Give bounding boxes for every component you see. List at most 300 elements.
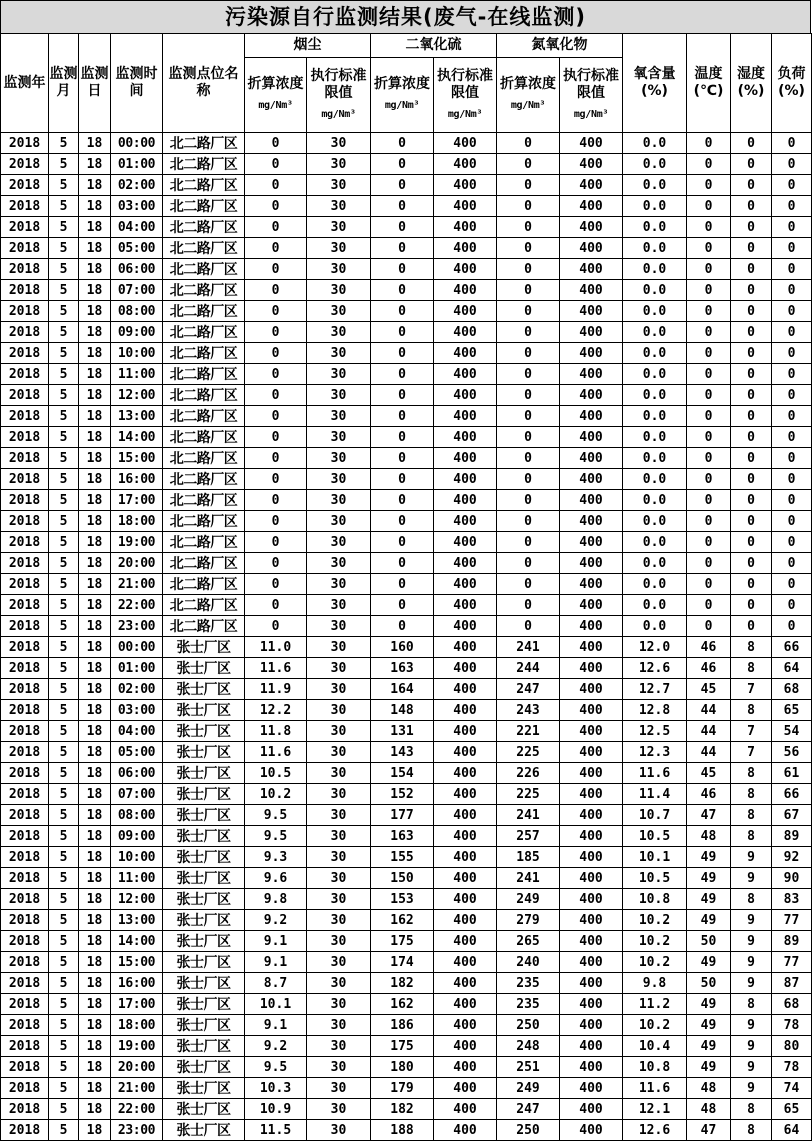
cell-year: 2018 <box>1 196 49 217</box>
header-day: 监测日 <box>79 34 111 133</box>
table-row <box>1 322 812 343</box>
cell-so2-conc: 0 <box>371 133 434 154</box>
cell-time: 05:00 <box>111 238 163 259</box>
cell-o2: 0.0 <box>623 154 687 175</box>
cell-month: 5 <box>49 1120 79 1141</box>
cell-dust-conc: 0 <box>245 490 307 511</box>
cell-temp: 44 <box>687 742 731 763</box>
cell-time: 05:00 <box>111 742 163 763</box>
cell-load: 64 <box>772 658 812 679</box>
cell-dust-conc: 0 <box>245 175 307 196</box>
cell-nox-conc: 241 <box>497 637 560 658</box>
header-temp: 温度(℃) <box>687 34 731 133</box>
cell-load: 61 <box>772 763 812 784</box>
cell-year: 2018 <box>1 763 49 784</box>
cell-so2-conc: 163 <box>371 658 434 679</box>
cell-year: 2018 <box>1 574 49 595</box>
cell-site: 北二路厂区 <box>163 259 245 280</box>
cell-month: 5 <box>49 952 79 973</box>
table-row <box>1 994 812 1015</box>
cell-dust-conc: 9.8 <box>245 889 307 910</box>
cell-year: 2018 <box>1 1036 49 1057</box>
cell-temp: 44 <box>687 721 731 742</box>
cell-humidity: 0 <box>731 196 772 217</box>
cell-dust-conc: 0 <box>245 154 307 175</box>
cell-day: 18 <box>79 637 111 658</box>
table-row <box>1 868 812 889</box>
cell-nox-conc: 265 <box>497 931 560 952</box>
cell-humidity: 0 <box>731 154 772 175</box>
cell-month: 5 <box>49 784 79 805</box>
cell-humidity: 9 <box>731 1057 772 1078</box>
table-row <box>1 721 812 742</box>
cell-nox-limit: 400 <box>560 700 623 721</box>
cell-time: 17:00 <box>111 490 163 511</box>
cell-month: 5 <box>49 385 79 406</box>
cell-nox-limit: 400 <box>560 742 623 763</box>
cell-so2-conc: 162 <box>371 994 434 1015</box>
cell-nox-conc: 0 <box>497 280 560 301</box>
cell-nox-conc: 257 <box>497 826 560 847</box>
cell-day: 18 <box>79 763 111 784</box>
cell-dust-limit: 30 <box>307 280 371 301</box>
cell-so2-limit: 400 <box>434 805 497 826</box>
cell-o2: 0.0 <box>623 259 687 280</box>
cell-load: 0 <box>772 238 812 259</box>
cell-nox-limit: 400 <box>560 553 623 574</box>
cell-nox-conc: 249 <box>497 889 560 910</box>
cell-nox-conc: 241 <box>497 868 560 889</box>
cell-time: 17:00 <box>111 994 163 1015</box>
cell-nox-limit: 400 <box>560 973 623 994</box>
cell-nox-limit: 400 <box>560 301 623 322</box>
cell-nox-limit: 400 <box>560 910 623 931</box>
cell-so2-conc: 0 <box>371 343 434 364</box>
cell-load: 66 <box>772 784 812 805</box>
cell-load: 0 <box>772 154 812 175</box>
cell-so2-conc: 148 <box>371 700 434 721</box>
cell-so2-limit: 400 <box>434 259 497 280</box>
cell-dust-conc: 9.1 <box>245 1015 307 1036</box>
cell-time: 16:00 <box>111 469 163 490</box>
cell-temp: 0 <box>687 343 731 364</box>
cell-so2-limit: 400 <box>434 1078 497 1099</box>
cell-nox-conc: 0 <box>497 511 560 532</box>
table-header <box>1 34 812 133</box>
cell-temp: 49 <box>687 1015 731 1036</box>
cell-o2: 11.6 <box>623 763 687 784</box>
cell-year: 2018 <box>1 952 49 973</box>
table-row <box>1 175 812 196</box>
cell-site: 北二路厂区 <box>163 175 245 196</box>
cell-day: 18 <box>79 805 111 826</box>
cell-time: 11:00 <box>111 364 163 385</box>
cell-humidity: 9 <box>731 847 772 868</box>
cell-day: 18 <box>79 490 111 511</box>
cell-dust-conc: 11.9 <box>245 679 307 700</box>
cell-load: 68 <box>772 679 812 700</box>
cell-dust-conc: 9.2 <box>245 1036 307 1057</box>
cell-dust-conc: 11.5 <box>245 1120 307 1141</box>
cell-site: 张士厂区 <box>163 994 245 1015</box>
cell-so2-conc: 0 <box>371 217 434 238</box>
cell-load: 0 <box>772 259 812 280</box>
cell-year: 2018 <box>1 427 49 448</box>
cell-so2-limit: 400 <box>434 658 497 679</box>
cell-humidity: 0 <box>731 301 772 322</box>
cell-so2-limit: 400 <box>434 196 497 217</box>
table-row <box>1 805 812 826</box>
cell-dust-conc: 0 <box>245 259 307 280</box>
cell-month: 5 <box>49 721 79 742</box>
cell-nox-limit: 400 <box>560 721 623 742</box>
cell-so2-conc: 0 <box>371 406 434 427</box>
cell-temp: 0 <box>687 532 731 553</box>
cell-dust-limit: 30 <box>307 1120 371 1141</box>
cell-time: 08:00 <box>111 805 163 826</box>
cell-nox-conc: 225 <box>497 784 560 805</box>
cell-humidity: 0 <box>731 616 772 637</box>
cell-year: 2018 <box>1 133 49 154</box>
table-row <box>1 490 812 511</box>
cell-temp: 49 <box>687 847 731 868</box>
cell-o2: 12.7 <box>623 679 687 700</box>
cell-nox-limit: 400 <box>560 1036 623 1057</box>
cell-site: 张士厂区 <box>163 1015 245 1036</box>
cell-dust-limit: 30 <box>307 364 371 385</box>
cell-so2-limit: 400 <box>434 952 497 973</box>
cell-o2: 0.0 <box>623 406 687 427</box>
cell-dust-conc: 0 <box>245 280 307 301</box>
cell-humidity: 9 <box>731 952 772 973</box>
cell-nox-limit: 400 <box>560 364 623 385</box>
cell-year: 2018 <box>1 343 49 364</box>
cell-dust-conc: 9.5 <box>245 805 307 826</box>
cell-o2: 0.0 <box>623 364 687 385</box>
cell-so2-conc: 0 <box>371 196 434 217</box>
cell-nox-limit: 400 <box>560 1120 623 1141</box>
cell-load: 0 <box>772 511 812 532</box>
table-row <box>1 952 812 973</box>
cell-temp: 0 <box>687 364 731 385</box>
cell-load: 68 <box>772 994 812 1015</box>
cell-so2-conc: 175 <box>371 1036 434 1057</box>
cell-o2: 0.0 <box>623 133 687 154</box>
cell-dust-limit: 30 <box>307 595 371 616</box>
cell-so2-conc: 160 <box>371 637 434 658</box>
cell-nox-limit: 400 <box>560 448 623 469</box>
cell-humidity: 8 <box>731 805 772 826</box>
cell-day: 18 <box>79 973 111 994</box>
cell-nox-limit: 400 <box>560 658 623 679</box>
cell-so2-conc: 182 <box>371 1099 434 1120</box>
cell-load: 0 <box>772 532 812 553</box>
cell-dust-limit: 30 <box>307 616 371 637</box>
cell-so2-limit: 400 <box>434 1120 497 1141</box>
cell-month: 5 <box>49 763 79 784</box>
cell-month: 5 <box>49 469 79 490</box>
cell-day: 18 <box>79 343 111 364</box>
cell-o2: 0.0 <box>623 196 687 217</box>
cell-so2-conc: 131 <box>371 721 434 742</box>
cell-site: 张士厂区 <box>163 1078 245 1099</box>
cell-so2-limit: 400 <box>434 889 497 910</box>
cell-so2-limit: 400 <box>434 1036 497 1057</box>
cell-temp: 47 <box>687 1120 731 1141</box>
cell-year: 2018 <box>1 931 49 952</box>
cell-nox-conc: 226 <box>497 763 560 784</box>
cell-humidity: 0 <box>731 322 772 343</box>
cell-time: 12:00 <box>111 385 163 406</box>
cell-nox-conc: 247 <box>497 1099 560 1120</box>
cell-day: 18 <box>79 385 111 406</box>
cell-so2-conc: 0 <box>371 490 434 511</box>
cell-temp: 0 <box>687 217 731 238</box>
cell-so2-limit: 400 <box>434 385 497 406</box>
cell-so2-limit: 400 <box>434 721 497 742</box>
cell-humidity: 0 <box>731 490 772 511</box>
cell-so2-limit: 400 <box>434 679 497 700</box>
cell-month: 5 <box>49 931 79 952</box>
cell-dust-limit: 30 <box>307 1015 371 1036</box>
cell-o2: 0.0 <box>623 280 687 301</box>
cell-temp: 46 <box>687 784 731 805</box>
cell-year: 2018 <box>1 490 49 511</box>
cell-month: 5 <box>49 637 79 658</box>
table-row <box>1 742 812 763</box>
cell-year: 2018 <box>1 154 49 175</box>
cell-day: 18 <box>79 448 111 469</box>
cell-time: 07:00 <box>111 784 163 805</box>
cell-o2: 10.5 <box>623 868 687 889</box>
cell-nox-limit: 400 <box>560 931 623 952</box>
cell-o2: 0.0 <box>623 469 687 490</box>
cell-o2: 0.0 <box>623 217 687 238</box>
cell-day: 18 <box>79 616 111 637</box>
cell-load: 89 <box>772 931 812 952</box>
cell-nox-conc: 0 <box>497 322 560 343</box>
cell-dust-limit: 30 <box>307 805 371 826</box>
cell-load: 0 <box>772 133 812 154</box>
table-row <box>1 532 812 553</box>
cell-so2-conc: 0 <box>371 616 434 637</box>
cell-year: 2018 <box>1 1057 49 1078</box>
cell-o2: 10.4 <box>623 1036 687 1057</box>
cell-dust-limit: 30 <box>307 448 371 469</box>
table-row <box>1 847 812 868</box>
cell-nox-conc: 279 <box>497 910 560 931</box>
cell-so2-limit: 400 <box>434 511 497 532</box>
report-title: 污染源自行监测结果(废气-在线监测) <box>0 0 811 33</box>
cell-year: 2018 <box>1 805 49 826</box>
cell-o2: 11.6 <box>623 1078 687 1099</box>
cell-time: 18:00 <box>111 511 163 532</box>
cell-humidity: 9 <box>731 910 772 931</box>
table-row <box>1 280 812 301</box>
cell-nox-limit: 400 <box>560 175 623 196</box>
cell-dust-conc: 0 <box>245 322 307 343</box>
cell-nox-limit: 400 <box>560 805 623 826</box>
cell-load: 0 <box>772 364 812 385</box>
cell-day: 18 <box>79 700 111 721</box>
cell-month: 5 <box>49 1015 79 1036</box>
cell-nox-conc: 0 <box>497 574 560 595</box>
cell-so2-limit: 400 <box>434 637 497 658</box>
cell-site: 北二路厂区 <box>163 301 245 322</box>
cell-nox-conc: 0 <box>497 259 560 280</box>
cell-day: 18 <box>79 532 111 553</box>
cell-load: 78 <box>772 1015 812 1036</box>
cell-site: 北二路厂区 <box>163 553 245 574</box>
cell-so2-conc: 0 <box>371 574 434 595</box>
cell-o2: 9.8 <box>623 973 687 994</box>
cell-site: 北二路厂区 <box>163 532 245 553</box>
cell-dust-conc: 0 <box>245 406 307 427</box>
cell-day: 18 <box>79 427 111 448</box>
cell-temp: 0 <box>687 574 731 595</box>
cell-dust-limit: 30 <box>307 1036 371 1057</box>
cell-temp: 49 <box>687 1057 731 1078</box>
cell-load: 64 <box>772 1120 812 1141</box>
table-row <box>1 763 812 784</box>
cell-month: 5 <box>49 889 79 910</box>
cell-so2-limit: 400 <box>434 616 497 637</box>
cell-o2: 11.2 <box>623 994 687 1015</box>
cell-dust-conc: 0 <box>245 553 307 574</box>
cell-month: 5 <box>49 490 79 511</box>
cell-nox-conc: 244 <box>497 658 560 679</box>
cell-site: 张士厂区 <box>163 910 245 931</box>
cell-time: 03:00 <box>111 196 163 217</box>
cell-humidity: 7 <box>731 721 772 742</box>
cell-so2-conc: 0 <box>371 280 434 301</box>
cell-humidity: 8 <box>731 658 772 679</box>
cell-year: 2018 <box>1 742 49 763</box>
cell-dust-limit: 30 <box>307 322 371 343</box>
cell-nox-conc: 0 <box>497 196 560 217</box>
cell-year: 2018 <box>1 385 49 406</box>
cell-humidity: 8 <box>731 826 772 847</box>
cell-temp: 50 <box>687 973 731 994</box>
table-row <box>1 469 812 490</box>
header-site: 监测点位名称 <box>163 34 245 133</box>
cell-temp: 0 <box>687 238 731 259</box>
cell-so2-conc: 153 <box>371 889 434 910</box>
cell-time: 09:00 <box>111 826 163 847</box>
cell-humidity: 0 <box>731 574 772 595</box>
cell-so2-limit: 400 <box>434 490 497 511</box>
cell-month: 5 <box>49 301 79 322</box>
cell-nox-limit: 400 <box>560 1057 623 1078</box>
cell-temp: 47 <box>687 805 731 826</box>
cell-o2: 0.0 <box>623 574 687 595</box>
cell-site: 张士厂区 <box>163 847 245 868</box>
cell-o2: 10.8 <box>623 1057 687 1078</box>
cell-month: 5 <box>49 574 79 595</box>
cell-month: 5 <box>49 994 79 1015</box>
cell-month: 5 <box>49 280 79 301</box>
cell-temp: 0 <box>687 259 731 280</box>
cell-humidity: 8 <box>731 1120 772 1141</box>
cell-temp: 48 <box>687 1099 731 1120</box>
cell-so2-conc: 0 <box>371 238 434 259</box>
cell-temp: 45 <box>687 763 731 784</box>
cell-so2-limit: 400 <box>434 910 497 931</box>
cell-year: 2018 <box>1 679 49 700</box>
cell-o2: 11.4 <box>623 784 687 805</box>
cell-so2-conc: 179 <box>371 1078 434 1099</box>
cell-temp: 50 <box>687 931 731 952</box>
cell-load: 0 <box>772 616 812 637</box>
cell-dust-conc: 0 <box>245 595 307 616</box>
cell-o2: 10.5 <box>623 826 687 847</box>
cell-time: 01:00 <box>111 658 163 679</box>
table-row <box>1 217 812 238</box>
cell-year: 2018 <box>1 469 49 490</box>
cell-nox-conc: 0 <box>497 427 560 448</box>
cell-so2-conc: 0 <box>371 154 434 175</box>
cell-day: 18 <box>79 469 111 490</box>
table-row <box>1 931 812 952</box>
cell-nox-limit: 400 <box>560 868 623 889</box>
cell-time: 09:00 <box>111 322 163 343</box>
cell-o2: 10.2 <box>623 1015 687 1036</box>
cell-nox-limit: 400 <box>560 1099 623 1120</box>
cell-site: 张士厂区 <box>163 742 245 763</box>
cell-month: 5 <box>49 343 79 364</box>
cell-nox-limit: 400 <box>560 133 623 154</box>
cell-load: 65 <box>772 1099 812 1120</box>
cell-so2-conc: 143 <box>371 742 434 763</box>
table-row <box>1 427 812 448</box>
cell-site: 北二路厂区 <box>163 322 245 343</box>
cell-load: 0 <box>772 469 812 490</box>
cell-load: 0 <box>772 406 812 427</box>
cell-temp: 0 <box>687 406 731 427</box>
header-so2-conc: 折算浓度 mg/Nm³ <box>371 58 434 133</box>
cell-temp: 0 <box>687 385 731 406</box>
cell-day: 18 <box>79 406 111 427</box>
table-row <box>1 154 812 175</box>
cell-day: 18 <box>79 910 111 931</box>
cell-day: 18 <box>79 826 111 847</box>
cell-year: 2018 <box>1 280 49 301</box>
cell-month: 5 <box>49 154 79 175</box>
table-row <box>1 238 812 259</box>
cell-nox-conc: 0 <box>497 343 560 364</box>
header-so2: 二氧化硫 <box>371 34 497 58</box>
cell-site: 张士厂区 <box>163 700 245 721</box>
cell-dust-conc: 9.1 <box>245 931 307 952</box>
cell-nox-conc: 221 <box>497 721 560 742</box>
cell-so2-conc: 180 <box>371 1057 434 1078</box>
cell-humidity: 0 <box>731 511 772 532</box>
cell-day: 18 <box>79 889 111 910</box>
cell-nox-conc: 241 <box>497 805 560 826</box>
cell-site: 张士厂区 <box>163 931 245 952</box>
cell-load: 67 <box>772 805 812 826</box>
table-row <box>1 385 812 406</box>
cell-month: 5 <box>49 1078 79 1099</box>
header-dust-limit: 执行标准限值 mg/Nm³ <box>307 58 371 133</box>
cell-time: 22:00 <box>111 1099 163 1120</box>
cell-day: 18 <box>79 175 111 196</box>
cell-time: 10:00 <box>111 343 163 364</box>
cell-so2-conc: 164 <box>371 679 434 700</box>
cell-site: 张士厂区 <box>163 1120 245 1141</box>
cell-dust-limit: 30 <box>307 973 371 994</box>
table-row <box>1 1015 812 1036</box>
